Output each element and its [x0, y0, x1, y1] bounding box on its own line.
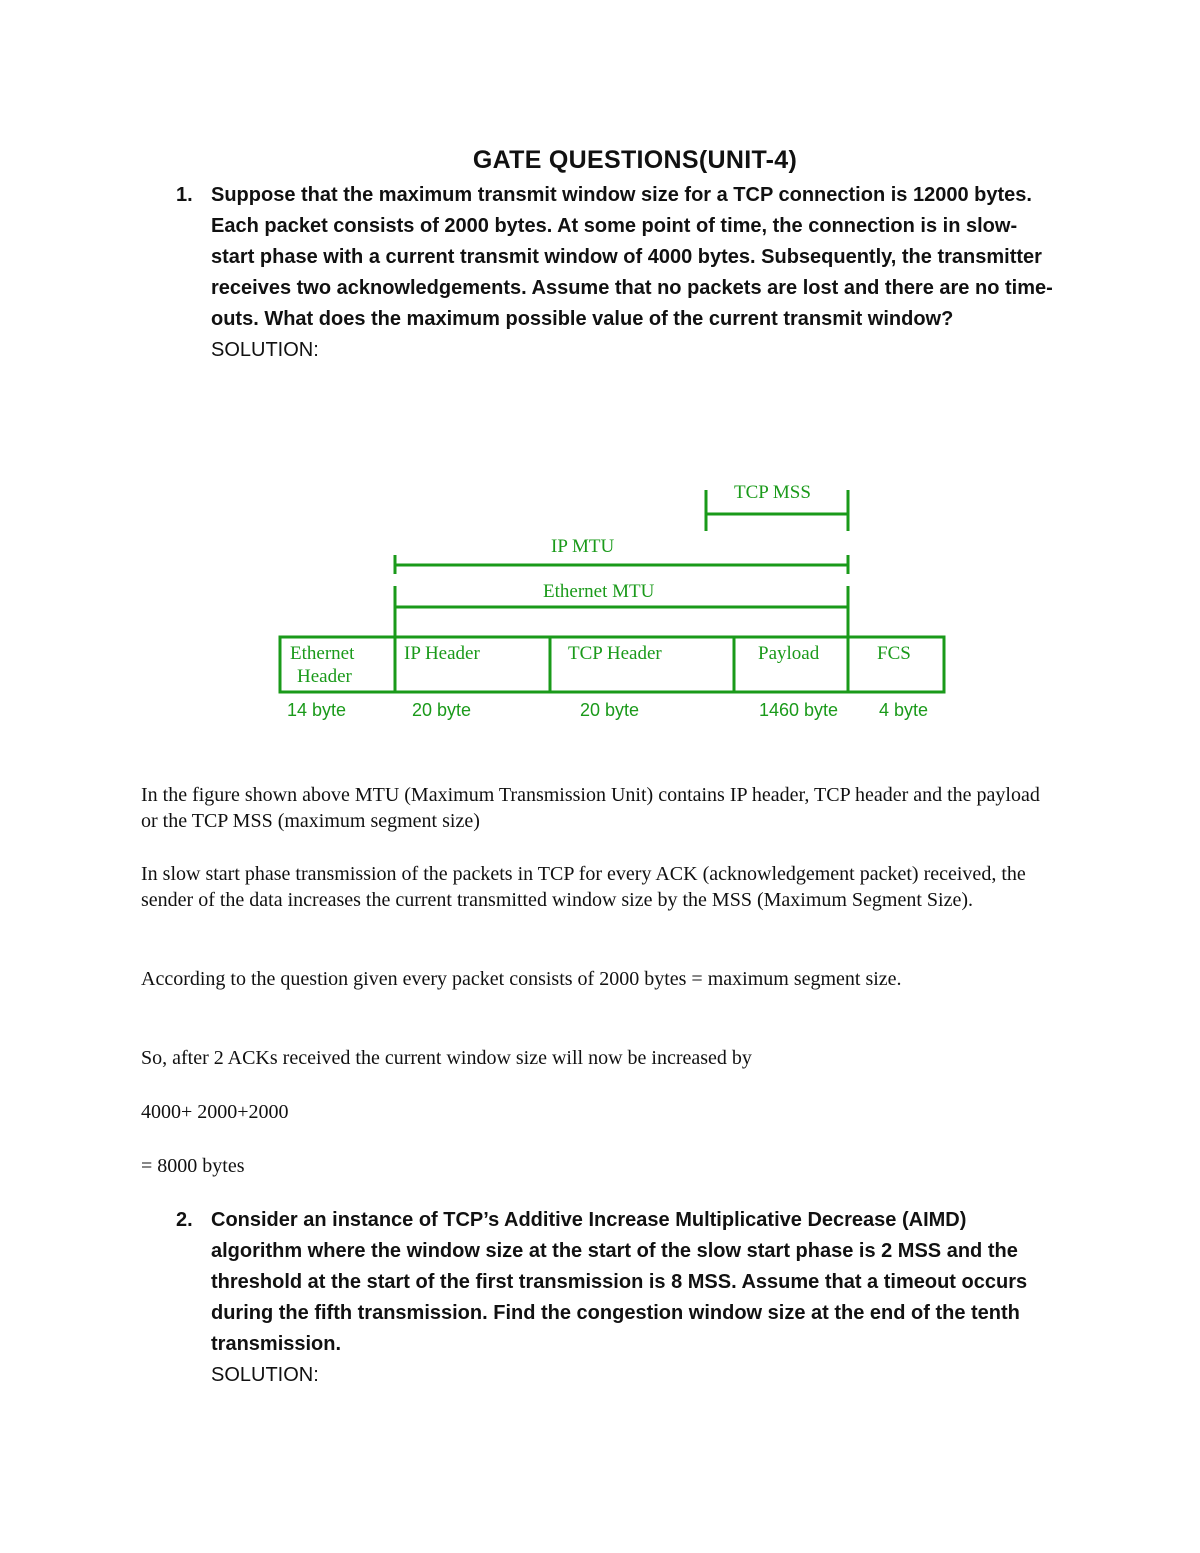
- field-payload-bytes: 1460 byte: [759, 700, 839, 720]
- question-2-solution-label: SOLUTION:: [211, 1364, 319, 1386]
- tcp-mss-label: TCP MSS: [734, 482, 811, 503]
- ethernet-mtu-label: Ethernet MTU: [543, 581, 655, 602]
- page-title: GATE QUESTIONS(UNIT-4): [472, 146, 798, 174]
- paragraph-slow-start: In slow start phase transmission of the packets in TCP for every ACK (acknowledgement packet) received, the sender of the data increases the current transmitted window size by the MSS (Maximum Segment Size).: [141, 863, 1026, 911]
- question-2-text: Consider an instance of TCP’s Additive Increase Multiplicative Decrease (AIMD) algorithm where the window size at the start of the slow start phase is 2 MSS and the threshold at the start of the first transmission is 8 MSS. Assume that a timeout occurs during the fifth transmission. Find the congestion window size at the end of the tenth transmission.: [211, 1209, 1028, 1355]
- field-ethernet-header-bytes: 14 byte: [287, 700, 347, 720]
- question-1-solution-label: SOLUTION:: [211, 339, 319, 361]
- paragraph-acks: So, after 2 ACKs received the current window size will now be increased by: [141, 1047, 752, 1069]
- question-2: [176, 1205, 1056, 1391]
- field-fcs: FCS: [877, 643, 911, 664]
- field-ethernet-header-line2: Header: [297, 666, 352, 687]
- field-ip-header: IP Header: [404, 643, 480, 664]
- paragraph-result: = 8000 bytes: [141, 1155, 245, 1177]
- field-ethernet-header-line1: Ethernet: [290, 643, 355, 664]
- field-tcp-header-bytes: 20 byte: [580, 700, 640, 720]
- question-1-text: Suppose that the maximum transmit window size for a TCP connection is 12000 bytes. Each packet consists of 2000 bytes. At some point of time, the connection is in slow-start phase with a current transmit window of 4000 bytes. Subsequently, the transmitter receives two acknowledgements. Assume that no packets are lost and there are no time-outs. What does the maximum possible value of the current transmit window?: [211, 184, 1053, 330]
- mtu-diagram: [0, 0, 1200, 760]
- field-fcs-bytes: 4 byte: [879, 700, 929, 720]
- field-ip-header-bytes: 20 byte: [412, 700, 472, 720]
- paragraph-mtu-explanation: In the figure shown above MTU (Maximum Transmission Unit) contains IP header, TCP header and the payload or the TCP MSS (maximum segment size): [141, 784, 1040, 832]
- question-1-number: 1.: [176, 184, 193, 206]
- ip-mtu-label: IP MTU: [551, 536, 615, 557]
- paragraph-sum: 4000+ 2000+2000: [141, 1101, 289, 1123]
- paragraph-mss: According to the question given every packet consists of 2000 bytes = maximum segment size.: [141, 968, 902, 990]
- question-2-number: 2.: [176, 1209, 193, 1231]
- field-payload: Payload: [758, 643, 820, 664]
- field-tcp-header: TCP Header: [568, 643, 662, 664]
